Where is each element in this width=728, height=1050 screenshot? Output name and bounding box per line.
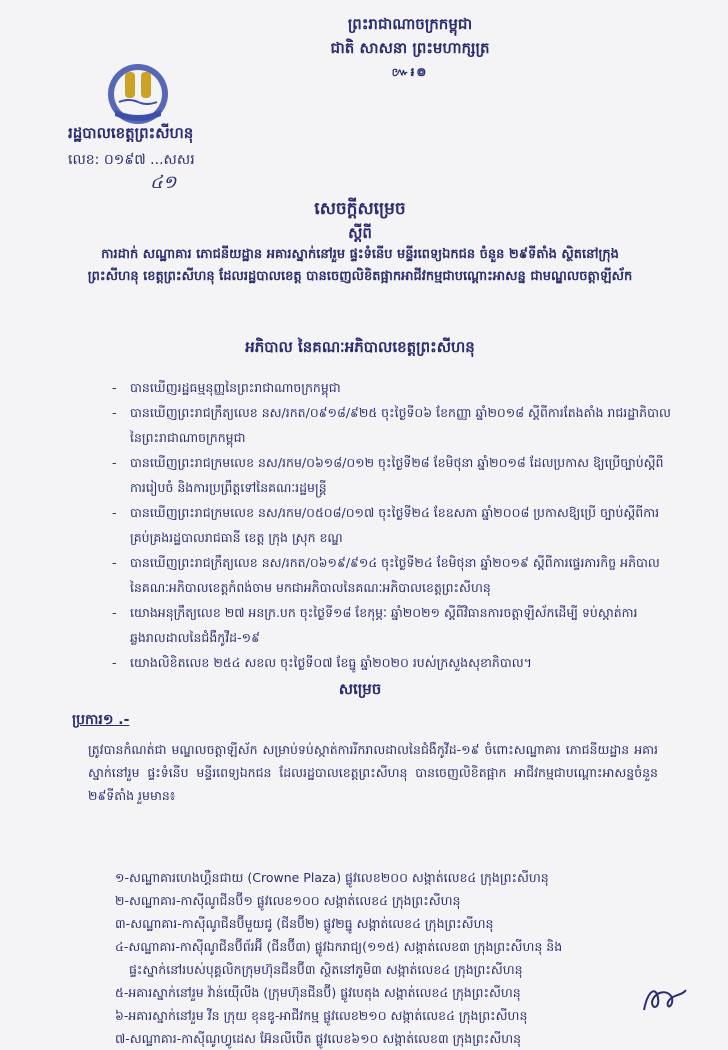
provincial-seal-logo: [95, 58, 181, 126]
site-item: ៧-សណ្ឋាគារ-កាស៊ីណូហ្វូដេស អ៊ែនលីបើត ផ្លូវលេខ៦១០ សង្កាត់លេខ៣ ក្រុងព្រះសីហនុ: [115, 1031, 522, 1046]
site-item: ១-សណ្ឋាគារហេងហ្គឺនជាយ (Crowne Plaza) ផ្លូវលេខ២០០ សង្កាត់លេខ៤ ក្រុងព្រះសីហនុ: [115, 870, 549, 885]
visa-item: - បានឃើញព្រះរាជក្រមលេខ នស/រកម/០៥០៨/០១៧ ចុះថ្ងៃទី២៤ ខែឧសភា ឆ្នាំ២០០៨ ប្រកាសឱ្យប្រើ ច្បាប់ស្តីពីការគ្រប់គ្រងរដ្ឋបាលរាជធានី ខេត្ត ក្រុង ស្រុក ខណ្ឌ: [112, 500, 672, 550]
visa-list: [112, 375, 672, 675]
visa-item: - បានឃើញព្រះរាជក្រមលេខ នស/រកម/០៦១៨/០១២ ចុះថ្ងៃទី២៨ ខែមិថុនា ឆ្នាំ២០១៨ ដែលប្រកាស ឱ្យប្រើច្បាប់ស្តីពីការរៀបចំ និងការប្រព្រឹត្តទៅនៃគណៈរដ្ឋមន្ត្រី: [112, 450, 672, 500]
national-motto: ជាតិ សាសនា ព្រះមហាក្សត្រ: [330, 39, 490, 57]
visa-item: - បានឃើញរដ្ឋធម្មនុញ្ញនៃព្រះរាជាណាចក្រកម្ពុជា: [112, 375, 672, 400]
issuing-authority: អភិបាល នៃគណៈអភិបាលខេត្តព្រះសីហនុ: [245, 338, 475, 356]
decision-title-block: [80, 196, 640, 288]
decides-heading: សម្រេច: [338, 680, 382, 698]
quarantine-site-list: [115, 866, 675, 1050]
header-ornament: ៚៛៙: [391, 65, 429, 79]
visa-item: - បានឃើញព្រះរាជក្រឹត្យលេខ នស/រកត/០៩១៨/៩២៥ ចុះថ្ងៃទី០៦ ខែកញ្ញា ឆ្នាំ២០១៨ ស្តីពីការតែងតាំង រាជរដ្ឋាភិបាលនៃព្រះរាជាណាចក្រកម្ពុជា: [112, 400, 672, 450]
visa-item: - យោងអនុក្រឹត្យលេខ ២៧ អនក្រ.បក ចុះថ្ងៃទី១៨ ខែកុម្ភៈ ឆ្នាំ២០២១ ស្តីពីវិធានការចត្តាឡីស័កដើម្បី ទប់ស្កាត់ការឆ្លងរាលដាលនៃជំងឺកូវីដ-១៩: [112, 600, 672, 650]
reference-number: លេខ: ០១៩៧ ...សសរ: [68, 152, 195, 168]
site-item: ៦-អគារស្នាក់នៅរួម វីន ក្រុយ ខុនឌូ-អាជីវកម្ម ផ្លូវលេខ២១០ សង្កាត់លេខ៤ ក្រុងព្រះសីហនុ: [115, 1008, 528, 1023]
issuer-name: រដ្ឋបាលខេត្តព្រះសីហនុ: [68, 124, 194, 142]
article-label: ប្រការ១ .-: [72, 712, 130, 728]
site-item: ៤-សណ្ឋាគារ-កាស៊ីណូជីនប៊ីព័រអ៊ី (ជីនប៊ី៣) ផ្លូវឯករាជ្យ(១១៥) សង្កាត់លេខ៣ ក្រុងព្រះសីហនុ និង: [115, 939, 563, 954]
document-type: សេចក្តីសម្រេច: [314, 199, 406, 219]
site-item: ៥-អគារស្នាក់នៅរួម វ៉ាន់យ៉ើលីង (ក្រុមហ៊ុនជីនប៊ី) ផ្លូវបេតុង សង្កាត់លេខ៤ ក្រុងព្រះសីហនុ: [115, 985, 521, 1000]
article-text: ត្រូវបានកំណត់ជា មណ្ឌលចត្តាឡីស័ក សម្រាប់ទប់ស្កាត់ការរីករាលដាលនៃជំងឺកូវីដ-១៩ ចំពោះសណ្ឋាគារ ភោជនីយដ្ឋាន អគារស្នាក់នៅរួម ផ្ទះទំនើប មន្ទីរពេទ្យឯកជន ដែលរដ្ឋបាលខេត្តព្រះសីហនុ បានចេញលិខិតផ្អាក អាជីវកម្មជាបណ្តោះអាសន្នចំនួន ២៩ទីតាំង រួមមាន៖: [88, 742, 658, 803]
site-item: ៣-សណ្ឋាគារ-កាស៊ីណូជីនប៊ីមួយជូ (ជីនប៊ី២) ផ្លូវ២ធ្នូ សង្កាត់លេខ៤ ក្រុងព្រះសីហនុ: [115, 916, 494, 931]
visa-item: - បានឃើញព្រះរាជក្រឹត្យលេខ នស/រកត/០៦១៩/៩១៤ ចុះថ្ងៃទី២៤ ខែមិថុនា ឆ្នាំ២០១៩ ស្តីពីការផ្ទេរភារកិច្ច អភិបាល នៃគណៈអភិបាលខេត្តកំពង់ចាម មកជាអភិបាលនៃគណៈអភិបាលខេត្តព្រះសីហនុ: [112, 550, 672, 600]
site-item-continuation: ផ្ទះស្នាក់នៅរបស់បុគ្គលិកក្រុមហ៊ុនជីនប៊ី៣ ស្ថិតនៅភូមិ៣ សង្កាត់លេខ៤ ក្រុងព្រះសីហនុ: [129, 962, 523, 977]
site-item: ២-សណ្ឋាគារ-កាស៊ីណូជីនប៊ី១ ផ្លូវលេខ១០០ សង្កាត់លេខ៤ ក្រុងព្រះសីហនុ: [115, 893, 461, 908]
visa-item: - យោងលិខិតលេខ ២៥៤ សខល ចុះថ្ងៃទី០៧ ខែធ្នូ ឆ្នាំ២០២០ របស់ក្រសួងសុខាភិបាល។: [112, 650, 672, 675]
handwritten-number: ៤១: [150, 172, 177, 193]
initials-signature: [638, 980, 692, 1016]
kingdom-header: [260, 12, 560, 84]
decision-subject: ការដាក់ សណ្ឋាគារ ភោជនីយដ្ឋាន អគារស្នាក់នៅរួម ផ្ទះទំនើប មន្ទីរពេទ្យឯកជន ចំនួន ២៩ទីតាំង ស្ថិតនៅក្រុងព្រះសីហនុ ខេត្តព្រះសីហនុ ដែលរដ្ឋបាលខេត្ត បានចេញលិខិតផ្អាកអាជីវកម្មជាបណ្តោះអាសន្ន ជាមណ្ឌលចត្តាឡីស័ក: [87, 247, 633, 284]
title-about: ស្តីពី: [348, 224, 372, 242]
kingdom-name: ព្រះរាជាណាចក្រកម្ពុជា: [347, 15, 473, 33]
